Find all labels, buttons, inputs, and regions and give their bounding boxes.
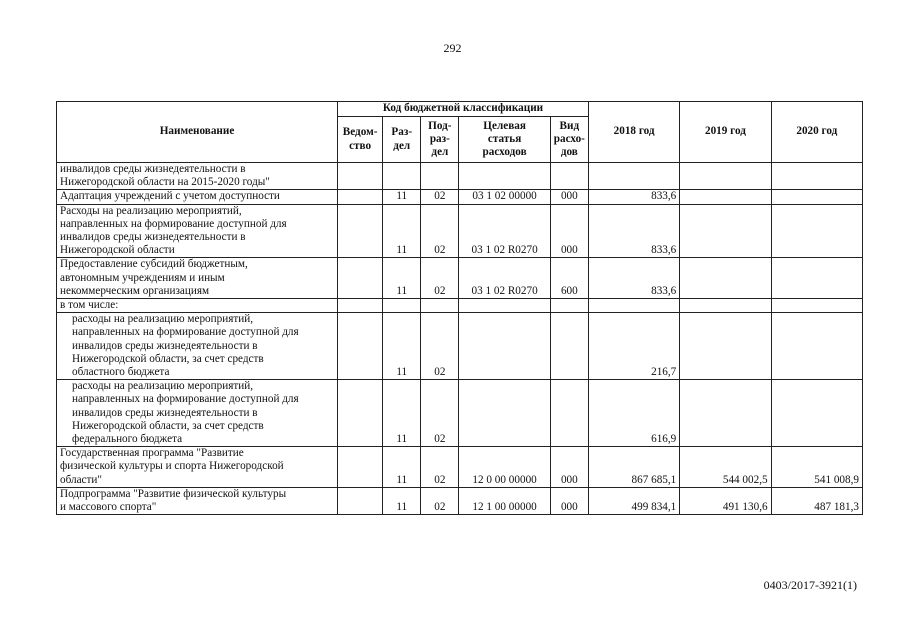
cell-vid	[550, 163, 588, 190]
cell-2019	[680, 190, 771, 204]
cell-2019	[680, 258, 771, 299]
cell-razdel	[383, 163, 421, 190]
cell-name	[57, 447, 338, 488]
cell-razdel: 11	[383, 447, 421, 488]
cell-celevaya	[459, 299, 550, 313]
cell-2018: 833,6	[588, 204, 679, 258]
cell-podrazdel: 02	[421, 258, 459, 299]
cell-razdel: 11	[383, 204, 421, 258]
name-line: инвалидов среды жизнедеятельности в	[60, 163, 246, 175]
cell-2020	[771, 258, 862, 299]
cell-2020: 541 008,9	[771, 447, 862, 488]
cell-2018	[588, 299, 679, 313]
cell-podrazdel: 02	[421, 204, 459, 258]
table-row	[57, 163, 863, 190]
name-line: физической культуры и спорта Нижегородской	[60, 460, 284, 473]
table-row	[57, 299, 863, 313]
cell-2019	[680, 204, 771, 258]
document-code: 0403/2017-3921(1)	[763, 578, 857, 592]
cell-celevaya: 12 0 00 00000	[459, 447, 550, 488]
cell-vedomstvo	[338, 299, 383, 313]
cell-vedomstvo	[338, 190, 383, 204]
cell-podrazdel: 02	[421, 190, 459, 204]
cell-2018: 833,6	[588, 190, 679, 204]
cell-2018: 616,9	[588, 380, 679, 447]
header-celevaya: Целевая статья расходов	[459, 117, 550, 163]
name-line: Государственная программа "Развитие	[60, 447, 244, 460]
cell-vid: 000	[550, 487, 588, 514]
header-2018: 2018 год	[588, 102, 679, 163]
header-podrazdel: Под- раз- дел	[421, 117, 459, 163]
cell-razdel	[383, 299, 421, 313]
cell-name	[57, 313, 338, 380]
name-line: Нижегородской области на 2015-2020 годы"	[60, 176, 270, 189]
cell-celevaya	[459, 163, 550, 190]
cell-celevaya: 03 1 02 00000	[459, 190, 550, 204]
name-line: расходы на реализацию мероприятий,	[72, 313, 254, 326]
name-line: Нижегородской области	[60, 244, 175, 257]
name-line: Нижегородской области, за счет средств	[72, 419, 264, 432]
header-name: Наименование	[57, 102, 338, 163]
cell-vedomstvo	[338, 258, 383, 299]
cell-2018	[588, 163, 679, 190]
table-body	[57, 163, 863, 515]
cell-2018: 499 834,1	[588, 487, 679, 514]
cell-celevaya: 03 1 02 R0270	[459, 258, 550, 299]
header-vedomstvo: Ведом- ство	[338, 117, 383, 163]
cell-vid: 000	[550, 447, 588, 488]
cell-2020	[771, 380, 862, 447]
cell-2019	[680, 380, 771, 447]
page-number: 292	[443, 41, 462, 55]
table-row	[57, 190, 863, 204]
cell-podrazdel	[421, 299, 459, 313]
name-line: области"	[60, 473, 102, 486]
cell-celevaya	[459, 313, 550, 380]
cell-vedomstvo	[338, 447, 383, 488]
name-line: автономным учреждениям и иным	[60, 271, 225, 284]
name-line: направленных на формирование доступной для	[60, 217, 287, 230]
cell-2019: 491 130,6	[680, 487, 771, 514]
cell-razdel: 11	[383, 190, 421, 204]
name-line: Адаптация учреждений с учетом доступности	[60, 190, 280, 203]
cell-podrazdel	[421, 163, 459, 190]
cell-name	[57, 258, 338, 299]
name-line: Расходы на реализацию мероприятий,	[60, 204, 242, 217]
cell-2020	[771, 204, 862, 258]
cell-vid: 000	[550, 204, 588, 258]
cell-razdel: 11	[383, 487, 421, 514]
cell-razdel: 11	[383, 258, 421, 299]
cell-2019	[680, 163, 771, 190]
cell-vid	[550, 313, 588, 380]
table-row	[57, 313, 863, 380]
name-line: расходы на реализацию мероприятий,	[72, 380, 254, 393]
cell-name	[57, 204, 338, 258]
table-row	[57, 487, 863, 514]
cell-2020	[771, 313, 862, 380]
cell-podrazdel: 02	[421, 487, 459, 514]
cell-razdel: 11	[383, 313, 421, 380]
table-row	[57, 380, 863, 447]
cell-vedomstvo	[338, 380, 383, 447]
header-2019: 2019 год	[680, 102, 771, 163]
budget-table	[56, 101, 863, 515]
table-row	[57, 447, 863, 488]
name-line: Подпрограмма "Развитие физической культуры	[60, 487, 287, 500]
cell-vedomstvo	[338, 204, 383, 258]
cell-name	[57, 163, 338, 190]
cell-2018: 216,7	[588, 313, 679, 380]
cell-vedomstvo	[338, 313, 383, 380]
cell-vid: 000	[550, 190, 588, 204]
cell-razdel: 11	[383, 380, 421, 447]
name-line: в том числе:	[60, 299, 119, 312]
table-row	[57, 204, 863, 258]
cell-2020: 487 181,3	[771, 487, 862, 514]
name-line: Предоставление субсидий бюджетным,	[60, 258, 248, 271]
name-line: федерального бюджета	[72, 433, 183, 446]
name-line: инвалидов среды жизнедеятельности в	[72, 339, 258, 352]
cell-2020	[771, 190, 862, 204]
cell-podrazdel: 02	[421, 313, 459, 380]
cell-podrazdel: 02	[421, 380, 459, 447]
cell-vid	[550, 380, 588, 447]
name-line: инвалидов среды жизнедеятельности в	[60, 231, 246, 244]
name-line: направленных на формирование доступной для	[72, 393, 299, 406]
table-row	[57, 258, 863, 299]
name-line: инвалидов среды жизнедеятельности в	[72, 406, 258, 419]
header-2020: 2020 год	[771, 102, 862, 163]
header-razdel: Раз- дел	[383, 117, 421, 163]
cell-celevaya	[459, 380, 550, 447]
name-line: некоммерческим организациям	[60, 284, 210, 297]
name-line: областного бюджета	[72, 366, 170, 379]
cell-2019	[680, 313, 771, 380]
cell-vedomstvo	[338, 163, 383, 190]
cell-name	[57, 380, 338, 447]
header-vid: Вид расхо- дов	[550, 117, 588, 163]
header-code-group: Код бюджетной классификации	[338, 102, 589, 117]
cell-celevaya: 12 1 00 00000	[459, 487, 550, 514]
cell-2018: 867 685,1	[588, 447, 679, 488]
cell-2018: 833,6	[588, 258, 679, 299]
name-line: и массового спорта"	[60, 501, 157, 514]
cell-2019: 544 002,5	[680, 447, 771, 488]
name-line: Нижегородской области, за счет средств	[72, 352, 264, 365]
name-line: направленных на формирование доступной для	[72, 326, 299, 339]
cell-vedomstvo	[338, 487, 383, 514]
cell-name	[57, 487, 338, 514]
cell-vid	[550, 299, 588, 313]
cell-2020	[771, 299, 862, 313]
cell-2019	[680, 299, 771, 313]
table-header	[57, 102, 863, 163]
cell-2020	[771, 163, 862, 190]
cell-name	[57, 299, 338, 313]
cell-name	[57, 190, 338, 204]
cell-vid: 600	[550, 258, 588, 299]
cell-podrazdel: 02	[421, 447, 459, 488]
cell-celevaya: 03 1 02 R0270	[459, 204, 550, 258]
